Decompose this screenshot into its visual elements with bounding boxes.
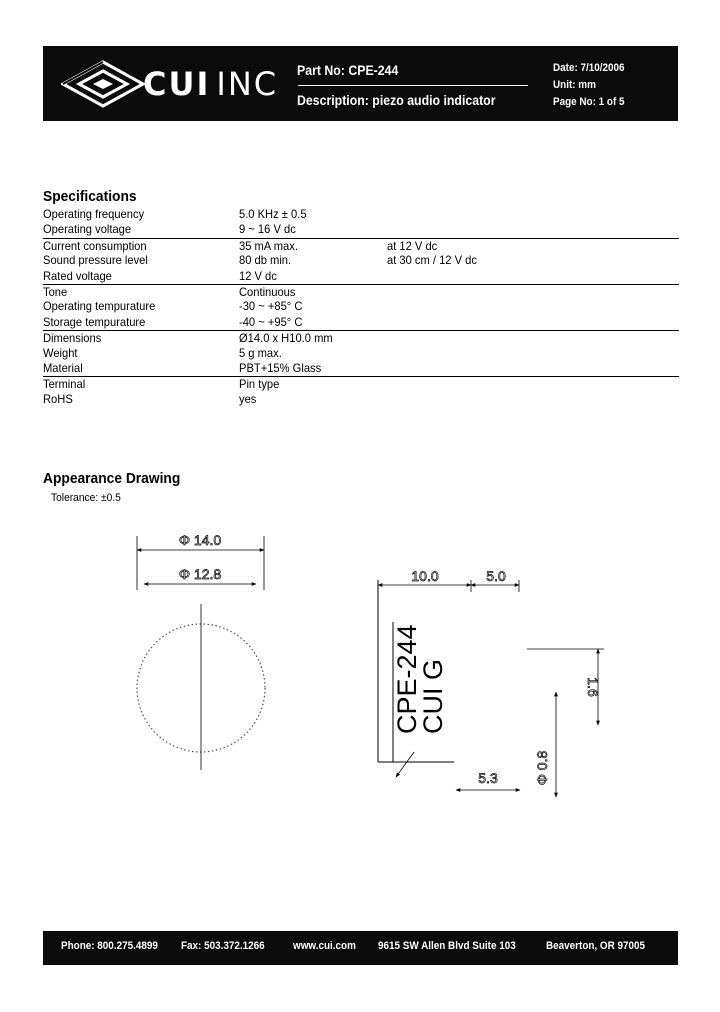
spec-row: Terminal Pin type [43,376,679,391]
spec-table [43,207,679,407]
height-label: 10.0 [411,568,439,584]
tolerance-note: Tolerance: ±0.5 [51,492,121,504]
spec-row: Material PBT+15% Glass [43,360,322,375]
part-description: Description: piezo audio indicator [297,92,496,108]
side-view [378,568,604,797]
spec-row: Rated voltage 12 V dc [43,268,277,283]
marking-line-1: CPE-244 [392,624,422,734]
pin-diameter-label: Φ 0.8 [534,750,550,786]
spec-row: Operating voltage 9 ~ 16 V dc [43,222,296,237]
footer-website[interactable]: www.cui.com [293,940,356,952]
drawing-canvas [0,520,720,820]
appearance-heading: Appearance Drawing [43,470,181,487]
spec-row: Operating tempurature -30 ~ +85° C [43,299,303,314]
part-number: Part No: CPE-244 [297,62,399,78]
spec-row: Storage tempurature -40 ~ +95° C [43,314,303,329]
doc-page: Page No: 1 of 5 [553,96,625,108]
inner-diameter-label: Φ 12.8 [178,566,222,582]
header-bar [43,46,678,121]
pin-length-label: 5.0 [486,568,506,584]
spec-row: Sound pressure level 80 db min. at 30 cm / 12 V dc [43,253,477,268]
doc-date: Date: 7/10/2006 [553,62,625,74]
footer-bar [43,931,678,965]
header-divider [298,85,528,86]
outer-diameter-label: Φ 14.0 [178,532,222,548]
pin-span-label: 5.3 [478,770,498,786]
pin-gap-label: 1.6 [585,677,601,697]
doc-unit: Unit: mm [553,79,596,91]
brand-name: CUI INC [143,65,279,103]
marking-line-2: CUI G [418,658,448,734]
footer-fax: Fax: 503.372.1266 [181,940,265,952]
specifications-heading: Specifications [43,188,137,205]
spec-row: Dimensions Ø14.0 x H10.0 mm [43,330,679,345]
footer-city: Beaverton, OR 97005 [546,940,646,952]
top-view [137,532,265,770]
footer-address: 9615 SW Allen Blvd Suite 103 [378,940,516,952]
footer-phone: Phone: 800.275.4899 [61,940,158,952]
spec-row: Current consumption 35 mA max. at 12 V dc [43,238,679,253]
spec-row: Weight 5 g max. [43,345,282,360]
spec-row: RoHS yes [43,391,257,406]
spec-row: Tone Continuous [43,284,679,299]
spec-row: Operating frequency 5.0 KHz ± 0.5 [43,207,307,221]
appearance-drawing [0,520,720,820]
cui-logo-icon [61,58,145,108]
